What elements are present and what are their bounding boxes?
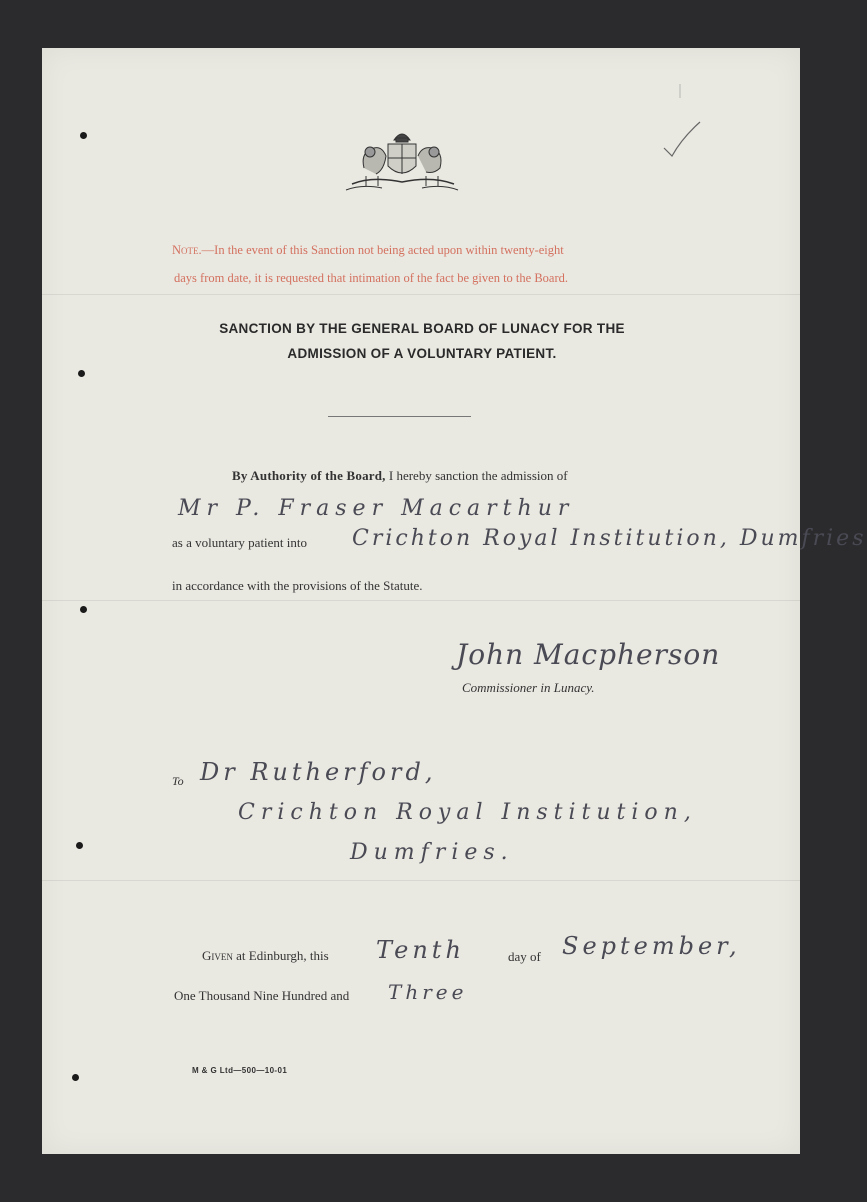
margin-tick-icon [678,84,682,98]
note-label: Note. [172,243,202,257]
punch-hole [72,1074,79,1081]
punch-hole [78,370,85,377]
commissioner-signature: John Macpherson [456,638,721,671]
title-line-2: ADMISSION OF A VOLUNTARY PATIENT. [287,346,557,361]
fold-line [42,880,800,881]
given-label [202,948,329,964]
authority-gothic: By Authority of the Board, [232,468,386,483]
patient-name-handwritten: Mr P. Fraser Macarthur [178,496,575,521]
royal-coat-of-arms-icon [342,128,462,196]
note-line-1 [172,236,632,264]
institution-handwritten: Crichton Royal Institution, Dumfries [352,526,867,551]
fold-line [42,294,800,295]
accordance-clause: in accordance with the provisions of the Statute. [172,578,423,593]
note-paragraph [172,236,632,292]
addressee-line-1: Dr Rutherford, [200,758,437,786]
note-line-2: days from date, it is requested that intimation of the fact be given to the Board. [174,271,568,285]
punch-hole [80,132,87,139]
authority-rest: I hereby sanction the admission of [385,468,568,483]
punch-hole [76,842,83,849]
printer-mark: M & G Ltd—500—10-01 [192,1066,288,1075]
given-day-handwritten: Tenth [376,936,465,964]
punch-hole [80,606,87,613]
day-of-label: day of [508,949,541,964]
document-title [102,316,742,366]
note-line1-text: —In the event of this Sanction not being acted upon within twenty-eight [201,243,564,257]
fold-line [42,600,800,601]
title-line-1: SANCTION BY THE GENERAL BOARD OF LUNACY FOR THE [219,321,625,336]
authority-statement [232,468,568,484]
addressee-to-label: To [172,774,184,788]
document-sheet [42,48,867,1154]
given-rest: at Edinburgh, this [232,948,329,963]
addressee-line-2: Crichton Royal Institution, [238,800,697,825]
checkmark-icon [662,120,702,160]
given-smallcaps: Given [202,948,233,963]
given-year-handwritten: Three [388,980,468,1004]
year-prefix: One Thousand Nine Hundred and [174,988,350,1003]
given-month-handwritten: September, [562,932,741,960]
voluntary-label: as a voluntary patient into [172,535,308,550]
divider [328,416,471,417]
commissioner-title: Commissioner in Lunacy. [462,680,595,695]
addressee-line-3: Dumfries. [350,840,514,865]
